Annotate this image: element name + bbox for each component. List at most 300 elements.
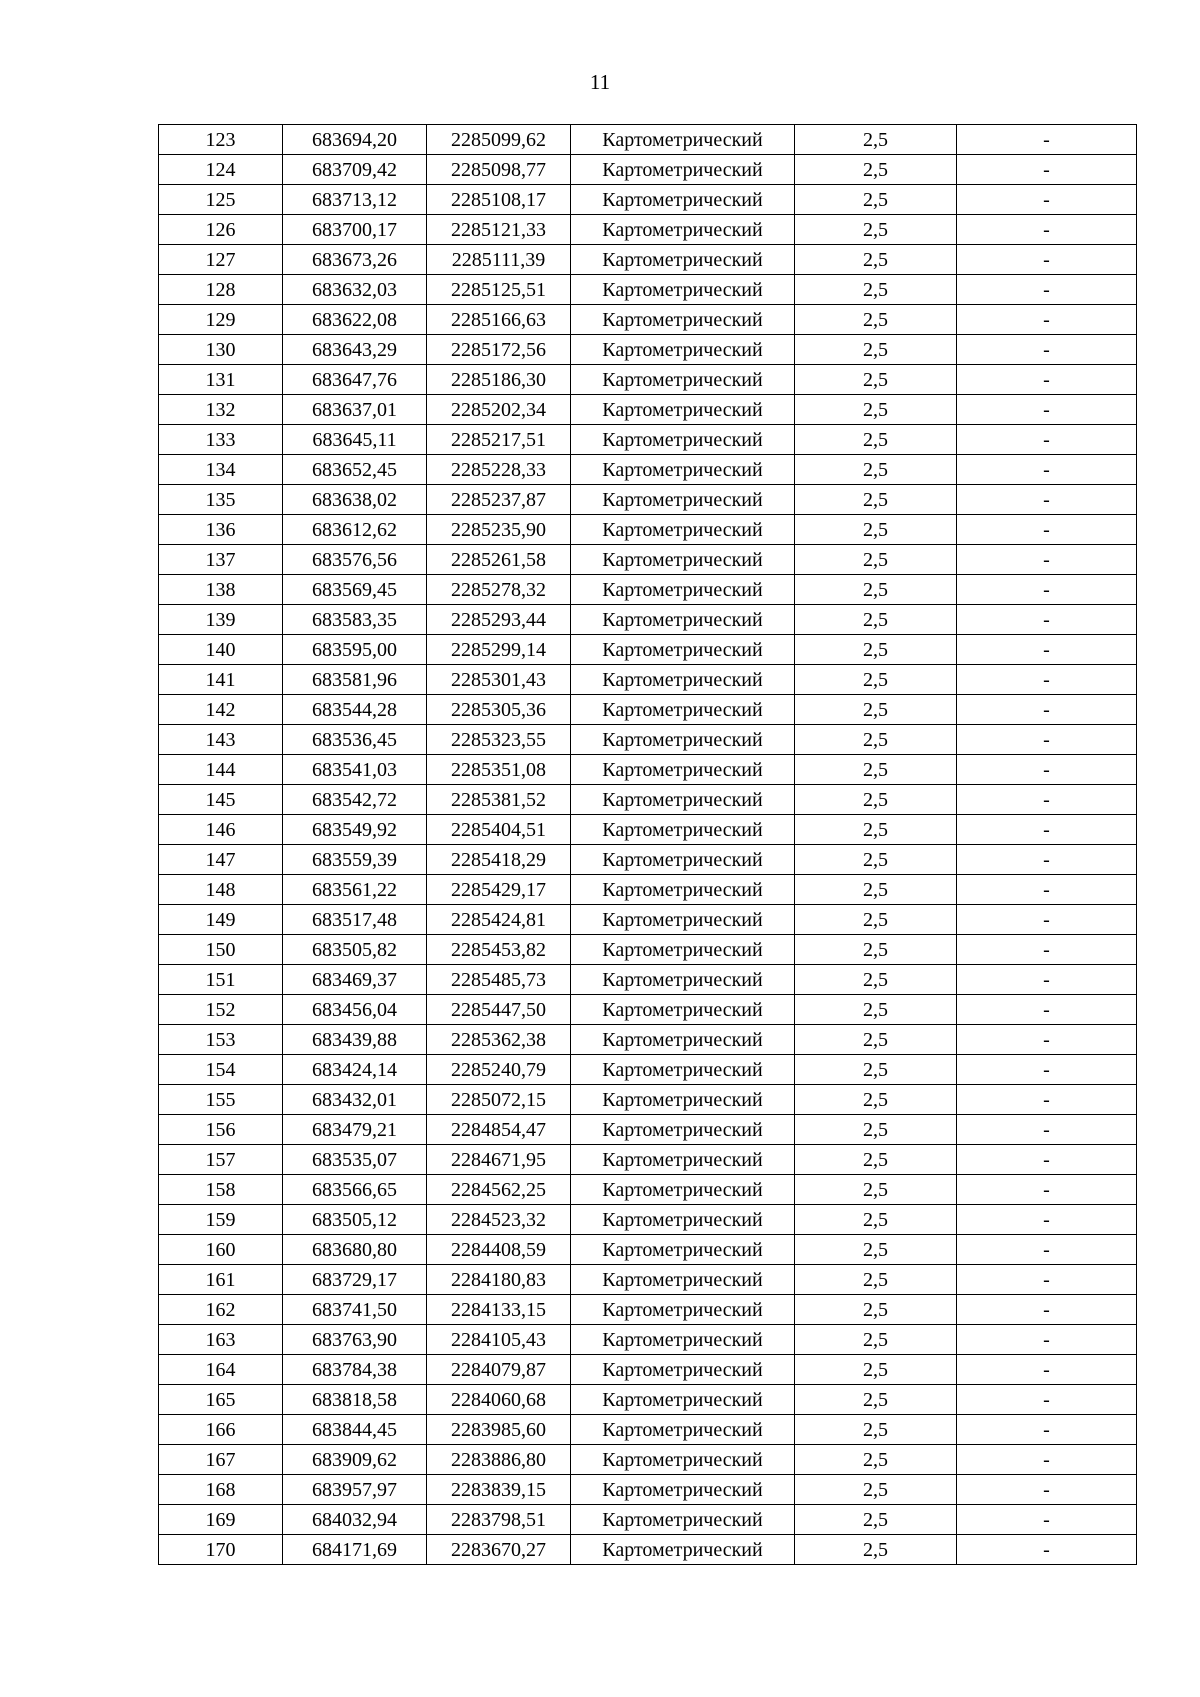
coord-y-cell: 2284523,32 (427, 1205, 571, 1235)
table-row (159, 335, 1137, 365)
description-cell: - (957, 275, 1137, 305)
accuracy-cell: 2,5 (795, 1175, 957, 1205)
point-number-cell: 138 (159, 575, 283, 605)
description-cell: - (957, 1385, 1137, 1415)
coord-x-cell: 683818,58 (283, 1385, 427, 1415)
table-row (159, 1235, 1137, 1265)
description-cell: - (957, 605, 1137, 635)
description-cell: - (957, 995, 1137, 1025)
coord-x-cell: 683566,65 (283, 1175, 427, 1205)
point-number-cell: 150 (159, 935, 283, 965)
coord-x-cell: 683583,35 (283, 605, 427, 635)
coord-y-cell: 2284180,83 (427, 1265, 571, 1295)
method-cell: Картометрический (571, 1175, 795, 1205)
method-cell: Картометрический (571, 185, 795, 215)
accuracy-cell: 2,5 (795, 305, 957, 335)
coord-y-cell: 2285125,51 (427, 275, 571, 305)
coord-y-cell: 2285404,51 (427, 815, 571, 845)
point-number-cell: 133 (159, 425, 283, 455)
accuracy-cell: 2,5 (795, 905, 957, 935)
coord-y-cell: 2284060,68 (427, 1385, 571, 1415)
table-row (159, 1295, 1137, 1325)
accuracy-cell: 2,5 (795, 365, 957, 395)
accuracy-cell: 2,5 (795, 1265, 957, 1295)
table-row (159, 965, 1137, 995)
method-cell: Картометрический (571, 1475, 795, 1505)
coord-y-cell: 2285217,51 (427, 425, 571, 455)
description-cell: - (957, 575, 1137, 605)
point-number-cell: 140 (159, 635, 283, 665)
coord-y-cell: 2285305,36 (427, 695, 571, 725)
coord-x-cell: 683576,56 (283, 545, 427, 575)
point-number-cell: 158 (159, 1175, 283, 1205)
method-cell: Картометрический (571, 725, 795, 755)
description-cell: - (957, 155, 1137, 185)
accuracy-cell: 2,5 (795, 1415, 957, 1445)
coord-y-cell: 2285166,63 (427, 305, 571, 335)
table-row (159, 1385, 1137, 1415)
accuracy-cell: 2,5 (795, 665, 957, 695)
accuracy-cell: 2,5 (795, 1325, 957, 1355)
point-number-cell: 142 (159, 695, 283, 725)
coord-y-cell: 2283886,80 (427, 1445, 571, 1475)
coord-y-cell: 2284105,43 (427, 1325, 571, 1355)
method-cell: Картометрический (571, 515, 795, 545)
description-cell: - (957, 1085, 1137, 1115)
coord-x-cell: 683622,08 (283, 305, 427, 335)
coord-x-cell: 683673,26 (283, 245, 427, 275)
method-cell: Картометрический (571, 665, 795, 695)
point-number-cell: 123 (159, 125, 283, 155)
method-cell: Картометрический (571, 605, 795, 635)
point-number-cell: 125 (159, 185, 283, 215)
table-row (159, 785, 1137, 815)
table-row (159, 1145, 1137, 1175)
description-cell: - (957, 635, 1137, 665)
description-cell: - (957, 515, 1137, 545)
coord-x-cell: 683638,02 (283, 485, 427, 515)
accuracy-cell: 2,5 (795, 1535, 957, 1565)
coord-x-cell: 683652,45 (283, 455, 427, 485)
accuracy-cell: 2,5 (795, 155, 957, 185)
accuracy-cell: 2,5 (795, 1055, 957, 1085)
point-number-cell: 149 (159, 905, 283, 935)
table-row (159, 1115, 1137, 1145)
method-cell: Картометрический (571, 1205, 795, 1235)
table-row (159, 725, 1137, 755)
point-number-cell: 130 (159, 335, 283, 365)
point-number-cell: 127 (159, 245, 283, 275)
accuracy-cell: 2,5 (795, 845, 957, 875)
description-cell: - (957, 965, 1137, 995)
table-row (159, 485, 1137, 515)
point-number-cell: 166 (159, 1415, 283, 1445)
accuracy-cell: 2,5 (795, 1475, 957, 1505)
table-row (159, 305, 1137, 335)
coord-y-cell: 2285429,17 (427, 875, 571, 905)
coord-y-cell: 2285323,55 (427, 725, 571, 755)
table-row (159, 515, 1137, 545)
method-cell: Картометрический (571, 1115, 795, 1145)
method-cell: Картометрический (571, 455, 795, 485)
method-cell: Картометрический (571, 1085, 795, 1115)
method-cell: Картометрический (571, 1505, 795, 1535)
accuracy-cell: 2,5 (795, 635, 957, 665)
coord-x-cell: 684171,69 (283, 1535, 427, 1565)
table-row (159, 1355, 1137, 1385)
accuracy-cell: 2,5 (795, 575, 957, 605)
point-number-cell: 124 (159, 155, 283, 185)
description-cell: - (957, 395, 1137, 425)
coordinates-table-container (158, 124, 1136, 1565)
accuracy-cell: 2,5 (795, 1355, 957, 1385)
point-number-cell: 159 (159, 1205, 283, 1235)
table-row (159, 575, 1137, 605)
description-cell: - (957, 905, 1137, 935)
accuracy-cell: 2,5 (795, 485, 957, 515)
point-number-cell: 146 (159, 815, 283, 845)
coord-y-cell: 2285351,08 (427, 755, 571, 785)
description-cell: - (957, 335, 1137, 365)
method-cell: Картометрический (571, 365, 795, 395)
coord-x-cell: 683456,04 (283, 995, 427, 1025)
coord-y-cell: 2285202,34 (427, 395, 571, 425)
method-cell: Картометрический (571, 1445, 795, 1475)
table-row (159, 1175, 1137, 1205)
method-cell: Картометрический (571, 1295, 795, 1325)
description-cell: - (957, 875, 1137, 905)
table-row (159, 1505, 1137, 1535)
point-number-cell: 169 (159, 1505, 283, 1535)
point-number-cell: 153 (159, 1025, 283, 1055)
coord-y-cell: 2284671,95 (427, 1145, 571, 1175)
coord-x-cell: 683909,62 (283, 1445, 427, 1475)
coord-y-cell: 2285228,33 (427, 455, 571, 485)
coord-x-cell: 683709,42 (283, 155, 427, 185)
table-row (159, 395, 1137, 425)
accuracy-cell: 2,5 (795, 605, 957, 635)
coord-x-cell: 683957,97 (283, 1475, 427, 1505)
accuracy-cell: 2,5 (795, 1205, 957, 1235)
coord-x-cell: 683536,45 (283, 725, 427, 755)
description-cell: - (957, 1205, 1137, 1235)
coord-x-cell: 683581,96 (283, 665, 427, 695)
method-cell: Картометрический (571, 1145, 795, 1175)
method-cell: Картометрический (571, 545, 795, 575)
table-row (159, 815, 1137, 845)
accuracy-cell: 2,5 (795, 125, 957, 155)
point-number-cell: 128 (159, 275, 283, 305)
method-cell: Картометрический (571, 785, 795, 815)
method-cell: Картометрический (571, 935, 795, 965)
description-cell: - (957, 1295, 1137, 1325)
accuracy-cell: 2,5 (795, 1235, 957, 1265)
method-cell: Картометрический (571, 425, 795, 455)
description-cell: - (957, 1325, 1137, 1355)
description-cell: - (957, 845, 1137, 875)
table-row (159, 995, 1137, 1025)
coord-x-cell: 683505,12 (283, 1205, 427, 1235)
method-cell: Картометрический (571, 1385, 795, 1415)
coord-y-cell: 2285301,43 (427, 665, 571, 695)
accuracy-cell: 2,5 (795, 815, 957, 845)
accuracy-cell: 2,5 (795, 245, 957, 275)
coord-x-cell: 683595,00 (283, 635, 427, 665)
coord-y-cell: 2285381,52 (427, 785, 571, 815)
method-cell: Картометрический (571, 1535, 795, 1565)
table-row (159, 935, 1137, 965)
coord-x-cell: 683700,17 (283, 215, 427, 245)
method-cell: Картометрический (571, 695, 795, 725)
coord-x-cell: 683541,03 (283, 755, 427, 785)
method-cell: Картометрический (571, 755, 795, 785)
accuracy-cell: 2,5 (795, 545, 957, 575)
coord-y-cell: 2285099,62 (427, 125, 571, 155)
point-number-cell: 170 (159, 1535, 283, 1565)
coord-x-cell: 684032,94 (283, 1505, 427, 1535)
coord-x-cell: 683517,48 (283, 905, 427, 935)
accuracy-cell: 2,5 (795, 1505, 957, 1535)
coord-x-cell: 683505,82 (283, 935, 427, 965)
coord-y-cell: 2283670,27 (427, 1535, 571, 1565)
point-number-cell: 145 (159, 785, 283, 815)
accuracy-cell: 2,5 (795, 1445, 957, 1475)
point-number-cell: 167 (159, 1445, 283, 1475)
description-cell: - (957, 1175, 1137, 1205)
point-number-cell: 141 (159, 665, 283, 695)
description-cell: - (957, 815, 1137, 845)
coord-x-cell: 683844,45 (283, 1415, 427, 1445)
table-row (159, 365, 1137, 395)
accuracy-cell: 2,5 (795, 965, 957, 995)
method-cell: Картометрический (571, 1055, 795, 1085)
coordinates-table (158, 124, 1137, 1565)
table-row (159, 755, 1137, 785)
method-cell: Картометрический (571, 995, 795, 1025)
coord-x-cell: 683479,21 (283, 1115, 427, 1145)
method-cell: Картометрический (571, 905, 795, 935)
coord-y-cell: 2285485,73 (427, 965, 571, 995)
method-cell: Картометрический (571, 1355, 795, 1385)
description-cell: - (957, 695, 1137, 725)
method-cell: Картометрический (571, 395, 795, 425)
accuracy-cell: 2,5 (795, 515, 957, 545)
table-row (159, 845, 1137, 875)
accuracy-cell: 2,5 (795, 395, 957, 425)
table-row (159, 1205, 1137, 1235)
description-cell: - (957, 1355, 1137, 1385)
description-cell: - (957, 1445, 1137, 1475)
description-cell: - (957, 1265, 1137, 1295)
coord-x-cell: 683561,22 (283, 875, 427, 905)
coord-x-cell: 683647,76 (283, 365, 427, 395)
description-cell: - (957, 1505, 1137, 1535)
method-cell: Картометрический (571, 575, 795, 605)
coord-y-cell: 2283985,60 (427, 1415, 571, 1445)
method-cell: Картометрический (571, 485, 795, 515)
point-number-cell: 126 (159, 215, 283, 245)
coord-y-cell: 2285453,82 (427, 935, 571, 965)
point-number-cell: 131 (159, 365, 283, 395)
method-cell: Картометрический (571, 1235, 795, 1265)
method-cell: Картометрический (571, 635, 795, 665)
accuracy-cell: 2,5 (795, 425, 957, 455)
coord-y-cell: 2285121,33 (427, 215, 571, 245)
point-number-cell: 160 (159, 1235, 283, 1265)
table-row (159, 1085, 1137, 1115)
table-row (159, 1475, 1137, 1505)
point-number-cell: 152 (159, 995, 283, 1025)
description-cell: - (957, 305, 1137, 335)
coord-y-cell: 2284854,47 (427, 1115, 571, 1145)
table-row (159, 905, 1137, 935)
accuracy-cell: 2,5 (795, 755, 957, 785)
coord-y-cell: 2285240,79 (427, 1055, 571, 1085)
method-cell: Картометрический (571, 1025, 795, 1055)
point-number-cell: 157 (159, 1145, 283, 1175)
description-cell: - (957, 1145, 1137, 1175)
description-cell: - (957, 785, 1137, 815)
coord-x-cell: 683784,38 (283, 1355, 427, 1385)
point-number-cell: 147 (159, 845, 283, 875)
coord-x-cell: 683569,45 (283, 575, 427, 605)
method-cell: Картометрический (571, 845, 795, 875)
description-cell: - (957, 125, 1137, 155)
table-row (159, 635, 1137, 665)
coord-x-cell: 683680,80 (283, 1235, 427, 1265)
point-number-cell: 155 (159, 1085, 283, 1115)
coord-x-cell: 683713,12 (283, 185, 427, 215)
coord-x-cell: 683645,11 (283, 425, 427, 455)
point-number-cell: 151 (159, 965, 283, 995)
accuracy-cell: 2,5 (795, 1085, 957, 1115)
point-number-cell: 168 (159, 1475, 283, 1505)
table-row (159, 185, 1137, 215)
point-number-cell: 132 (159, 395, 283, 425)
description-cell: - (957, 365, 1137, 395)
method-cell: Картометрический (571, 335, 795, 365)
accuracy-cell: 2,5 (795, 875, 957, 905)
method-cell: Картометрический (571, 815, 795, 845)
point-number-cell: 165 (159, 1385, 283, 1415)
method-cell: Картометрический (571, 155, 795, 185)
coord-x-cell: 683535,07 (283, 1145, 427, 1175)
coord-y-cell: 2285237,87 (427, 485, 571, 515)
coord-y-cell: 2285293,44 (427, 605, 571, 635)
method-cell: Картометрический (571, 1415, 795, 1445)
table-row (159, 275, 1137, 305)
accuracy-cell: 2,5 (795, 275, 957, 305)
description-cell: - (957, 665, 1137, 695)
coord-y-cell: 2284408,59 (427, 1235, 571, 1265)
accuracy-cell: 2,5 (795, 1145, 957, 1175)
accuracy-cell: 2,5 (795, 1295, 957, 1325)
method-cell: Картометрический (571, 875, 795, 905)
page-number: 11 (589, 70, 611, 94)
coord-y-cell: 2285235,90 (427, 515, 571, 545)
coord-x-cell: 683549,92 (283, 815, 427, 845)
coord-y-cell: 2284562,25 (427, 1175, 571, 1205)
coord-x-cell: 683469,37 (283, 965, 427, 995)
description-cell: - (957, 215, 1137, 245)
accuracy-cell: 2,5 (795, 725, 957, 755)
point-number-cell: 143 (159, 725, 283, 755)
coord-x-cell: 683763,90 (283, 1325, 427, 1355)
table-row (159, 1055, 1137, 1085)
description-cell: - (957, 1535, 1137, 1565)
accuracy-cell: 2,5 (795, 1385, 957, 1415)
table-row (159, 455, 1137, 485)
accuracy-cell: 2,5 (795, 455, 957, 485)
coord-y-cell: 2285172,56 (427, 335, 571, 365)
coord-y-cell: 2283839,15 (427, 1475, 571, 1505)
point-number-cell: 144 (159, 755, 283, 785)
accuracy-cell: 2,5 (795, 935, 957, 965)
method-cell: Картометрический (571, 1325, 795, 1355)
point-number-cell: 154 (159, 1055, 283, 1085)
coord-y-cell: 2285278,32 (427, 575, 571, 605)
description-cell: - (957, 1235, 1137, 1265)
method-cell: Картометрический (571, 275, 795, 305)
point-number-cell: 135 (159, 485, 283, 515)
coord-y-cell: 2285424,81 (427, 905, 571, 935)
accuracy-cell: 2,5 (795, 1025, 957, 1055)
coord-y-cell: 2283798,51 (427, 1505, 571, 1535)
coord-x-cell: 683432,01 (283, 1085, 427, 1115)
table-row (159, 425, 1137, 455)
coord-x-cell: 683559,39 (283, 845, 427, 875)
table-row (159, 1415, 1137, 1445)
coord-y-cell: 2285098,77 (427, 155, 571, 185)
description-cell: - (957, 425, 1137, 455)
table-row (159, 155, 1137, 185)
coord-y-cell: 2285186,30 (427, 365, 571, 395)
accuracy-cell: 2,5 (795, 185, 957, 215)
table-row (159, 1325, 1137, 1355)
table-row (159, 1535, 1137, 1565)
table-row (159, 1265, 1137, 1295)
point-number-cell: 161 (159, 1265, 283, 1295)
description-cell: - (957, 455, 1137, 485)
description-cell: - (957, 935, 1137, 965)
description-cell: - (957, 725, 1137, 755)
point-number-cell: 156 (159, 1115, 283, 1145)
table-row (159, 605, 1137, 635)
accuracy-cell: 2,5 (795, 785, 957, 815)
table-row (159, 875, 1137, 905)
description-cell: - (957, 1415, 1137, 1445)
coord-x-cell: 683544,28 (283, 695, 427, 725)
method-cell: Картометрический (571, 215, 795, 245)
description-cell: - (957, 485, 1137, 515)
table-row (159, 695, 1137, 725)
coord-y-cell: 2285111,39 (427, 245, 571, 275)
description-cell: - (957, 185, 1137, 215)
point-number-cell: 129 (159, 305, 283, 335)
point-number-cell: 162 (159, 1295, 283, 1325)
point-number-cell: 139 (159, 605, 283, 635)
description-cell: - (957, 1025, 1137, 1055)
point-number-cell: 164 (159, 1355, 283, 1385)
accuracy-cell: 2,5 (795, 995, 957, 1025)
coord-x-cell: 683424,14 (283, 1055, 427, 1085)
coord-y-cell: 2285072,15 (427, 1085, 571, 1115)
coord-x-cell: 683439,88 (283, 1025, 427, 1055)
coord-x-cell: 683612,62 (283, 515, 427, 545)
accuracy-cell: 2,5 (795, 215, 957, 245)
coord-x-cell: 683729,17 (283, 1265, 427, 1295)
coord-y-cell: 2284079,87 (427, 1355, 571, 1385)
